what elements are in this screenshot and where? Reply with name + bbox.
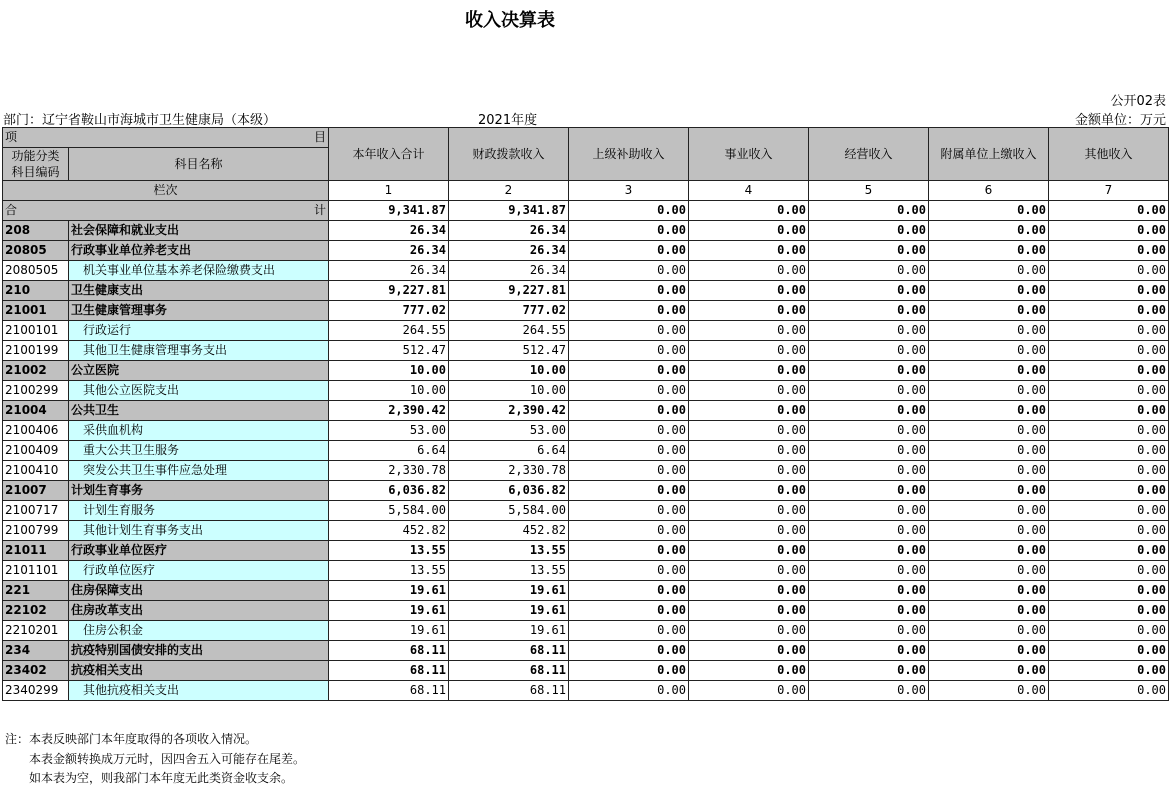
row-value-cell[interactable]: 5,584.00 <box>329 501 449 521</box>
row-value-cell[interactable]: 0.00 <box>689 241 809 261</box>
row-value-cell[interactable]: 19.61 <box>329 581 449 601</box>
row-value-cell[interactable]: 0.00 <box>809 501 929 521</box>
row-value-cell[interactable]: 0.00 <box>809 541 929 561</box>
row-value-cell[interactable]: 0.00 <box>1049 521 1169 541</box>
row-value-cell[interactable]: 0.00 <box>809 261 929 281</box>
row-value-cell[interactable]: 0.00 <box>929 681 1049 701</box>
row-code-cell[interactable]: 2100199 <box>3 341 69 361</box>
row-value-cell[interactable]: 0.00 <box>569 561 689 581</box>
row-value-cell[interactable]: 19.61 <box>329 601 449 621</box>
row-value-cell[interactable]: 0.00 <box>569 481 689 501</box>
column-number-row <box>3 181 1169 201</box>
row-value-cell[interactable]: 10.00 <box>329 361 449 381</box>
table-row <box>3 661 1169 681</box>
row-value-cell[interactable]: 0.00 <box>809 441 929 461</box>
row-value-cell[interactable]: 6.64 <box>329 441 449 461</box>
row-name-cell[interactable]: 重大公共卫生服务 <box>69 441 329 461</box>
total-label-left: 合 <box>5 203 18 217</box>
row-value-cell[interactable]: 0.00 <box>569 361 689 381</box>
col-header-1[interactable]: 本年收入合计 <box>329 128 449 181</box>
table-row <box>3 561 1169 581</box>
row-value-cell[interactable]: 0.00 <box>929 581 1049 601</box>
row-value-cell[interactable]: 0.00 <box>689 641 809 661</box>
row-value-cell[interactable]: 0.00 <box>569 381 689 401</box>
row-code-cell[interactable]: 234 <box>3 641 69 661</box>
row-value-cell[interactable]: 2,390.42 <box>329 401 449 421</box>
row-name-cell[interactable]: 行政事业单位养老支出 <box>69 241 329 261</box>
row-name-cell[interactable]: 公共卫生 <box>69 401 329 421</box>
row-value-cell[interactable]: 68.11 <box>329 641 449 661</box>
row-value-cell[interactable]: 0.00 <box>569 221 689 241</box>
row-name-cell[interactable]: 其他抗疫相关支出 <box>69 681 329 701</box>
row-code-cell[interactable]: 2100799 <box>3 521 69 541</box>
row-value-cell[interactable]: 0.00 <box>1049 341 1169 361</box>
row-value-cell[interactable]: 0.00 <box>689 601 809 621</box>
col-number[interactable]: 7 <box>1049 181 1169 201</box>
name-header[interactable]: 科目名称 <box>69 148 329 181</box>
row-value-cell[interactable]: 0.00 <box>1049 681 1169 701</box>
row-value-cell[interactable]: 5,584.00 <box>449 501 569 521</box>
row-value-cell[interactable]: 0.00 <box>689 521 809 541</box>
row-value-cell[interactable]: 0.00 <box>929 241 1049 261</box>
row-value-cell[interactable]: 26.34 <box>329 221 449 241</box>
table-row <box>3 361 1169 381</box>
row-value-cell[interactable]: 0.00 <box>569 301 689 321</box>
table-row <box>3 641 1169 661</box>
row-value-cell[interactable]: 0.00 <box>929 461 1049 481</box>
row-code-cell[interactable]: 21002 <box>3 361 69 381</box>
row-value-cell[interactable]: 68.11 <box>329 661 449 681</box>
row-value-cell[interactable]: 10.00 <box>329 381 449 401</box>
col-header-4[interactable]: 事业收入 <box>689 128 809 181</box>
row-value-cell[interactable]: 68.11 <box>329 681 449 701</box>
row-code-cell[interactable]: 2100299 <box>3 381 69 401</box>
row-value-cell[interactable]: 0.00 <box>809 281 929 301</box>
row-value-cell[interactable]: 0.00 <box>689 221 809 241</box>
table-row <box>3 221 1169 241</box>
row-code-cell[interactable]: 21004 <box>3 401 69 421</box>
row-code-cell[interactable]: 2100406 <box>3 421 69 441</box>
col-number[interactable]: 6 <box>929 181 1049 201</box>
total-value[interactable]: 0.00 <box>689 201 809 221</box>
row-value-cell[interactable]: 0.00 <box>929 601 1049 621</box>
department-label: 部门：辽宁省鞍山市海城市卫生健康局（本级） <box>3 113 277 128</box>
table-row <box>3 621 1169 641</box>
xiang-mu-cell[interactable] <box>3 128 329 148</box>
row-name-cell[interactable]: 卫生健康支出 <box>69 281 329 301</box>
row-value-cell[interactable]: 10.00 <box>449 361 569 381</box>
row-value-cell[interactable]: 0.00 <box>929 441 1049 461</box>
col-header-3[interactable]: 上级补助收入 <box>569 128 689 181</box>
row-name-cell[interactable]: 行政运行 <box>69 321 329 341</box>
total-value[interactable]: 0.00 <box>569 201 689 221</box>
row-code-cell[interactable]: 208 <box>3 221 69 241</box>
row-name-cell[interactable]: 其他计划生育事务支出 <box>69 521 329 541</box>
row-value-cell[interactable]: 0.00 <box>569 661 689 681</box>
row-name-cell[interactable]: 抗疫特别国债安排的支出 <box>69 641 329 661</box>
table-row <box>3 521 1169 541</box>
row-code-cell[interactable]: 22102 <box>3 601 69 621</box>
row-value-cell[interactable]: 0.00 <box>809 601 929 621</box>
row-name-cell[interactable]: 突发公共卫生事件应急处理 <box>69 461 329 481</box>
row-value-cell[interactable]: 512.47 <box>329 341 449 361</box>
table-row <box>3 501 1169 521</box>
total-value[interactable]: 0.00 <box>1049 201 1169 221</box>
row-name-cell[interactable]: 卫生健康管理事务 <box>69 301 329 321</box>
row-value-cell[interactable]: 0.00 <box>809 621 929 641</box>
row-value-cell[interactable]: 0.00 <box>929 401 1049 421</box>
note-line-1: 注：本表反映部门本年度取得的各项收入情况。 <box>5 732 258 746</box>
table-row <box>3 461 1169 481</box>
row-value-cell[interactable]: 0.00 <box>689 621 809 641</box>
row-value-cell[interactable]: 13.55 <box>449 541 569 561</box>
col-number[interactable]: 4 <box>689 181 809 201</box>
row-value-cell[interactable]: 0.00 <box>689 541 809 561</box>
income-table <box>2 127 1169 701</box>
row-value-cell[interactable]: 0.00 <box>569 321 689 341</box>
total-value[interactable]: 0.00 <box>809 201 929 221</box>
row-value-cell[interactable]: 0.00 <box>689 481 809 501</box>
table-row <box>3 301 1169 321</box>
row-code-cell[interactable]: 2100410 <box>3 461 69 481</box>
col-header-2[interactable]: 财政拨款收入 <box>449 128 569 181</box>
row-value-cell[interactable]: 0.00 <box>1049 481 1169 501</box>
row-value-cell[interactable]: 264.55 <box>449 321 569 341</box>
row-value-cell[interactable]: 0.00 <box>689 401 809 421</box>
code-header[interactable]: 功能分类 科目编码 <box>3 148 69 181</box>
row-value-cell[interactable]: 2,330.78 <box>329 461 449 481</box>
row-value-cell[interactable]: 0.00 <box>569 341 689 361</box>
row-value-cell[interactable]: 0.00 <box>569 421 689 441</box>
row-value-cell[interactable]: 0.00 <box>929 661 1049 681</box>
row-value-cell[interactable]: 0.00 <box>1049 361 1169 381</box>
row-value-cell[interactable]: 9,227.81 <box>449 281 569 301</box>
row-value-cell[interactable]: 0.00 <box>929 541 1049 561</box>
row-value-cell[interactable]: 0.00 <box>1049 321 1169 341</box>
row-value-cell[interactable]: 0.00 <box>929 641 1049 661</box>
col-header-5[interactable]: 经营收入 <box>809 128 929 181</box>
fiscal-year: 2021年度 <box>478 113 538 128</box>
row-value-cell[interactable]: 53.00 <box>449 421 569 441</box>
row-value-cell[interactable]: 452.82 <box>329 521 449 541</box>
row-value-cell[interactable]: 0.00 <box>1049 501 1169 521</box>
table-row <box>3 581 1169 601</box>
table-row <box>3 421 1169 441</box>
row-value-cell[interactable]: 0.00 <box>689 501 809 521</box>
row-value-cell[interactable]: 0.00 <box>809 301 929 321</box>
row-value-cell[interactable]: 0.00 <box>809 381 929 401</box>
row-value-cell[interactable]: 0.00 <box>809 581 929 601</box>
col-header-6[interactable]: 附属单位上缴收入 <box>929 128 1049 181</box>
col-number[interactable]: 5 <box>809 181 929 201</box>
row-value-cell[interactable]: 13.55 <box>449 561 569 581</box>
row-name-cell[interactable]: 住房改革支出 <box>69 601 329 621</box>
table-row <box>3 441 1169 461</box>
row-name-cell[interactable]: 采供血机构 <box>69 421 329 441</box>
table-row <box>3 381 1169 401</box>
row-value-cell[interactable]: 0.00 <box>689 281 809 301</box>
row-value-cell[interactable]: 0.00 <box>569 241 689 261</box>
table-row <box>3 241 1169 261</box>
row-value-cell[interactable]: 0.00 <box>569 281 689 301</box>
amount-unit: 金额单位：万元 <box>1074 113 1166 128</box>
row-value-cell[interactable]: 68.11 <box>449 681 569 701</box>
row-value-cell[interactable]: 0.00 <box>809 461 929 481</box>
row-value-cell[interactable]: 13.55 <box>329 541 449 561</box>
row-value-cell[interactable]: 0.00 <box>1049 441 1169 461</box>
row-value-cell[interactable]: 0.00 <box>689 421 809 441</box>
row-value-cell[interactable]: 0.00 <box>689 321 809 341</box>
row-value-cell[interactable]: 26.34 <box>329 261 449 281</box>
row-value-cell[interactable]: 26.34 <box>329 241 449 261</box>
row-value-cell[interactable]: 512.47 <box>449 341 569 361</box>
row-value-cell[interactable]: 0.00 <box>1049 401 1169 421</box>
note-line-2: 本表金额转换成万元时，因四舍五入可能存在尾差。 <box>5 752 306 766</box>
row-value-cell[interactable]: 0.00 <box>689 661 809 681</box>
row-value-cell[interactable]: 0.00 <box>689 341 809 361</box>
row-code-cell[interactable]: 210 <box>3 281 69 301</box>
row-value-cell[interactable]: 0.00 <box>929 361 1049 381</box>
row-value-cell[interactable]: 0.00 <box>569 541 689 561</box>
row-value-cell[interactable]: 0.00 <box>809 561 929 581</box>
form-number: 公开02表 <box>1110 94 1166 109</box>
row-name-cell[interactable]: 其他卫生健康管理事务支出 <box>69 341 329 361</box>
row-code-cell[interactable]: 2100717 <box>3 501 69 521</box>
row-code-cell[interactable]: 2101101 <box>3 561 69 581</box>
row-value-cell[interactable]: 19.61 <box>449 601 569 621</box>
row-value-cell[interactable]: 0.00 <box>689 561 809 581</box>
col-number[interactable]: 1 <box>329 181 449 201</box>
total-label[interactable] <box>3 201 329 221</box>
row-value-cell[interactable]: 0.00 <box>569 641 689 661</box>
row-name-cell[interactable]: 机关事业单位基本养老保险缴费支出 <box>69 261 329 281</box>
row-value-cell[interactable]: 0.00 <box>689 461 809 481</box>
row-value-cell[interactable]: 0.00 <box>1049 541 1169 561</box>
row-code-cell[interactable]: 21001 <box>3 301 69 321</box>
report-title: 收入决算表 <box>465 10 555 31</box>
row-value-cell[interactable]: 0.00 <box>929 321 1049 341</box>
col-number[interactable]: 3 <box>569 181 689 201</box>
row-value-cell[interactable]: 9,227.81 <box>329 281 449 301</box>
row-value-cell[interactable]: 0.00 <box>809 421 929 441</box>
row-value-cell[interactable]: 26.34 <box>449 221 569 241</box>
row-name-cell[interactable]: 公立医院 <box>69 361 329 381</box>
row-value-cell[interactable]: 0.00 <box>569 621 689 641</box>
row-value-cell[interactable]: 0.00 <box>1049 261 1169 281</box>
row-value-cell[interactable]: 0.00 <box>569 261 689 281</box>
table-row <box>3 541 1169 561</box>
total-value[interactable]: 0.00 <box>929 201 1049 221</box>
row-value-cell[interactable]: 0.00 <box>569 581 689 601</box>
row-code-cell[interactable]: 23402 <box>3 661 69 681</box>
row-value-cell[interactable]: 0.00 <box>929 421 1049 441</box>
row-value-cell[interactable]: 0.00 <box>1049 381 1169 401</box>
col-header-7[interactable]: 其他收入 <box>1049 128 1169 181</box>
row-value-cell[interactable]: 777.02 <box>329 301 449 321</box>
row-name-cell[interactable]: 行政事业单位医疗 <box>69 541 329 561</box>
row-name-cell[interactable]: 住房公积金 <box>69 621 329 641</box>
row-value-cell[interactable]: 0.00 <box>689 681 809 701</box>
row-value-cell[interactable]: 0.00 <box>1049 561 1169 581</box>
row-value-cell[interactable]: 2,330.78 <box>449 461 569 481</box>
row-value-cell[interactable]: 0.00 <box>569 601 689 621</box>
table-row <box>3 681 1169 701</box>
row-value-cell[interactable]: 0.00 <box>809 241 929 261</box>
row-value-cell[interactable]: 0.00 <box>689 381 809 401</box>
row-value-cell[interactable]: 10.00 <box>449 381 569 401</box>
row-value-cell[interactable]: 0.00 <box>929 221 1049 241</box>
row-value-cell[interactable]: 0.00 <box>1049 241 1169 261</box>
row-value-cell[interactable]: 0.00 <box>929 501 1049 521</box>
table-row <box>3 261 1169 281</box>
row-value-cell[interactable]: 0.00 <box>689 581 809 601</box>
row-value-cell[interactable]: 0.00 <box>689 301 809 321</box>
row-value-cell[interactable]: 0.00 <box>809 361 929 381</box>
row-value-cell[interactable]: 26.34 <box>449 261 569 281</box>
row-value-cell[interactable]: 19.61 <box>329 621 449 641</box>
row-name-cell[interactable]: 计划生育事务 <box>69 481 329 501</box>
lanci-label[interactable]: 栏次 <box>3 181 329 201</box>
row-value-cell[interactable]: 0.00 <box>809 321 929 341</box>
row-value-cell[interactable]: 777.02 <box>449 301 569 321</box>
row-value-cell[interactable]: 0.00 <box>929 341 1049 361</box>
row-name-cell[interactable]: 其他公立医院支出 <box>69 381 329 401</box>
row-value-cell[interactable]: 68.11 <box>449 641 569 661</box>
row-value-cell[interactable]: 0.00 <box>929 481 1049 501</box>
row-code-cell[interactable]: 2080505 <box>3 261 69 281</box>
row-value-cell[interactable]: 6,036.82 <box>329 481 449 501</box>
row-value-cell[interactable]: 26.34 <box>449 241 569 261</box>
table-row <box>3 321 1169 341</box>
row-code-cell[interactable]: 221 <box>3 581 69 601</box>
row-value-cell[interactable]: 0.00 <box>929 621 1049 641</box>
row-value-cell[interactable]: 6.64 <box>449 441 569 461</box>
mu-label: 目 <box>313 130 326 144</box>
row-value-cell[interactable]: 0.00 <box>929 301 1049 321</box>
total-value[interactable]: 9,341.87 <box>329 201 449 221</box>
row-value-cell[interactable]: 68.11 <box>449 661 569 681</box>
row-code-cell[interactable]: 21007 <box>3 481 69 501</box>
row-value-cell[interactable]: 0.00 <box>689 361 809 381</box>
row-value-cell[interactable]: 0.00 <box>569 441 689 461</box>
row-code-cell[interactable]: 2100409 <box>3 441 69 461</box>
row-value-cell[interactable]: 0.00 <box>1049 461 1169 481</box>
row-value-cell[interactable]: 0.00 <box>1049 621 1169 641</box>
row-value-cell[interactable]: 0.00 <box>809 341 929 361</box>
table-row <box>3 401 1169 421</box>
row-name-cell[interactable]: 行政单位医疗 <box>69 561 329 581</box>
row-value-cell[interactable]: 2,390.42 <box>449 401 569 421</box>
row-value-cell[interactable]: 0.00 <box>809 481 929 501</box>
row-code-cell[interactable]: 2100101 <box>3 321 69 341</box>
row-value-cell[interactable]: 0.00 <box>809 221 929 241</box>
row-value-cell[interactable]: 0.00 <box>1049 221 1169 241</box>
total-label-right: 计 <box>313 203 326 217</box>
row-value-cell[interactable]: 0.00 <box>1049 421 1169 441</box>
row-code-cell[interactable]: 21011 <box>3 541 69 561</box>
row-value-cell[interactable]: 0.00 <box>929 561 1049 581</box>
row-value-cell[interactable]: 0.00 <box>809 641 929 661</box>
row-value-cell[interactable]: 19.61 <box>449 581 569 601</box>
row-value-cell[interactable]: 0.00 <box>809 401 929 421</box>
row-value-cell[interactable]: 0.00 <box>689 441 809 461</box>
row-value-cell[interactable]: 53.00 <box>329 421 449 441</box>
total-row <box>3 201 1169 221</box>
row-code-cell[interactable]: 20805 <box>3 241 69 261</box>
row-value-cell[interactable]: 0.00 <box>1049 661 1169 681</box>
row-value-cell[interactable]: 0.00 <box>1049 641 1169 661</box>
row-value-cell[interactable]: 0.00 <box>929 521 1049 541</box>
header-row-xiang-mu <box>3 128 1169 148</box>
row-code-cell[interactable]: 2210201 <box>3 621 69 641</box>
row-value-cell[interactable]: 0.00 <box>569 521 689 541</box>
row-value-cell[interactable]: 0.00 <box>1049 301 1169 321</box>
table-row <box>3 481 1169 501</box>
row-value-cell[interactable]: 0.00 <box>1049 601 1169 621</box>
xiang-label: 项 <box>5 130 18 144</box>
row-value-cell[interactable]: 452.82 <box>449 521 569 541</box>
row-value-cell[interactable]: 0.00 <box>569 401 689 421</box>
row-value-cell[interactable]: 0.00 <box>929 281 1049 301</box>
table-row <box>3 281 1169 301</box>
row-value-cell[interactable]: 0.00 <box>569 681 689 701</box>
row-value-cell[interactable]: 0.00 <box>569 501 689 521</box>
table-row <box>3 341 1169 361</box>
row-name-cell[interactable]: 住房保障支出 <box>69 581 329 601</box>
row-value-cell[interactable]: 0.00 <box>809 681 929 701</box>
row-value-cell[interactable]: 0.00 <box>569 461 689 481</box>
row-name-cell[interactable]: 抗疫相关支出 <box>69 661 329 681</box>
col-number[interactable]: 2 <box>449 181 569 201</box>
row-value-cell[interactable]: 6,036.82 <box>449 481 569 501</box>
row-value-cell[interactable]: 0.00 <box>929 381 1049 401</box>
row-value-cell[interactable]: 0.00 <box>809 521 929 541</box>
row-value-cell[interactable]: 13.55 <box>329 561 449 581</box>
row-value-cell[interactable]: 0.00 <box>689 261 809 281</box>
note-line-3: 如本表为空，则我部门本年度无此类资金收支余。 <box>5 771 294 785</box>
row-value-cell[interactable]: 0.00 <box>809 661 929 681</box>
total-value[interactable]: 9,341.87 <box>449 201 569 221</box>
row-name-cell[interactable]: 计划生育服务 <box>69 501 329 521</box>
row-value-cell[interactable]: 19.61 <box>449 621 569 641</box>
row-name-cell[interactable]: 社会保障和就业支出 <box>69 221 329 241</box>
row-code-cell[interactable]: 2340299 <box>3 681 69 701</box>
row-value-cell[interactable]: 0.00 <box>1049 281 1169 301</box>
row-value-cell[interactable]: 264.55 <box>329 321 449 341</box>
row-value-cell[interactable]: 0.00 <box>929 261 1049 281</box>
row-value-cell[interactable]: 0.00 <box>1049 581 1169 601</box>
table-row <box>3 601 1169 621</box>
